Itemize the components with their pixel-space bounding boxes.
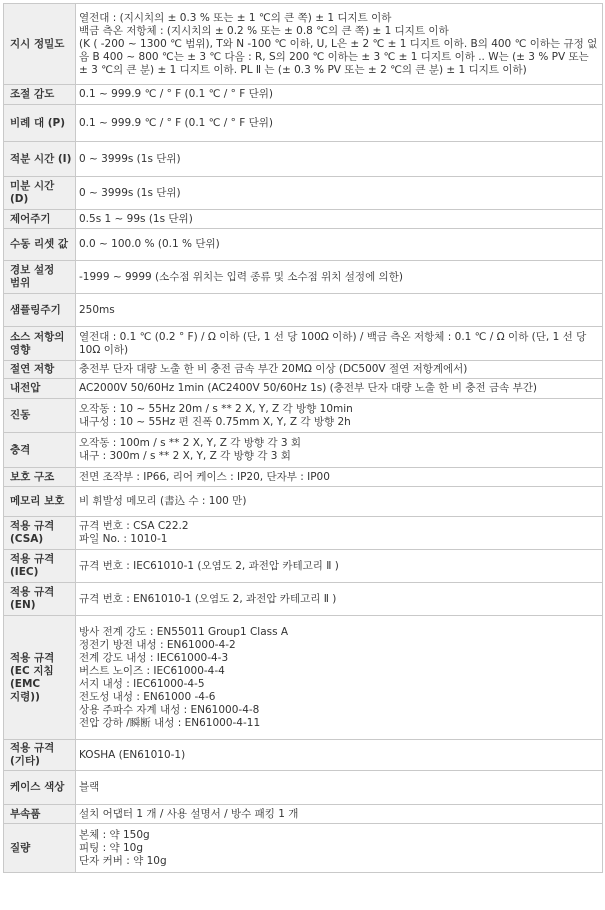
spec-value-line: 비 휘발성 메모리 (書込 수 : 100 만) bbox=[79, 495, 247, 507]
spec-value bbox=[76, 294, 603, 327]
spec-value-line: 충전부 단자 대량 노출 한 비 충전 금속 부간 20MΩ 이상 (DC500V 절연 저항계에서) bbox=[79, 363, 468, 375]
spec-label: 조절 감도 bbox=[4, 85, 76, 105]
spec-value-line: 내구성 : 10 ~ 55Hz 편 진폭 0.75mm X, Y, Z 각 방향 2h bbox=[79, 415, 351, 428]
spec-label: 충격 bbox=[4, 433, 76, 468]
spec-value bbox=[76, 824, 603, 873]
spec-row bbox=[4, 361, 603, 379]
spec-value-line: 전압 강하 /瞬断 내성 : EN61000-4-11 bbox=[79, 716, 261, 729]
spec-label: 경보 설정 범위 bbox=[4, 261, 76, 294]
spec-label: 보호 구조 bbox=[4, 468, 76, 487]
spec-row bbox=[4, 399, 603, 433]
spec-value bbox=[76, 379, 603, 399]
spec-value bbox=[76, 433, 603, 468]
spec-value bbox=[76, 805, 603, 824]
spec-value-line: 규격 번호 : EN61010-1 (오염도 2, 과전압 카테고리 Ⅱ ) bbox=[79, 592, 337, 605]
spec-label: 메모리 보호 bbox=[4, 487, 76, 517]
spec-value-line: 250ms bbox=[79, 303, 115, 316]
spec-value-line: (K ( -200 ~ 1300 ℃ 범위), T와 N -100 ℃ 이하, U, L은 ± 2 ℃ ± 1 디지트 이하. B의 400 ℃ 이하는 규정 없음 B 400 ~ 800 ℃는 ± 3 ℃ 다음 : R, S의 200 ℃ 이하는 ± 3 ℃ ± 1 디지트 이하 .. W는 (± 3 % PV 또는 ± 3 ℃의 큰 분) ± 1 디지트 이하. PL Ⅱ 는 (± 0.3 % PV 또는 ± 2 ℃의 큰 분) ± 1 디지트 이하) bbox=[79, 37, 598, 76]
spec-value bbox=[76, 261, 603, 294]
spec-value bbox=[76, 361, 603, 379]
spec-value bbox=[76, 4, 603, 85]
spec-value bbox=[76, 399, 603, 433]
spec-row bbox=[4, 468, 603, 487]
spec-value-line: 0 ~ 3999s (1s 단위) bbox=[79, 186, 181, 199]
spec-value bbox=[76, 142, 603, 177]
spec-row bbox=[4, 740, 603, 771]
spec-value-line: 규격 번호 : CSA C22.2 bbox=[79, 520, 189, 532]
spec-row bbox=[4, 229, 603, 261]
spec-value-line: 내구 : 300m / s ** 2 X, Y, Z 각 방향 각 3 회 bbox=[79, 450, 291, 462]
spec-label: 내전압 bbox=[4, 379, 76, 399]
spec-table bbox=[3, 3, 603, 873]
spec-row bbox=[4, 583, 603, 616]
spec-label: 소스 저항의 영향 bbox=[4, 327, 76, 361]
spec-row bbox=[4, 379, 603, 399]
spec-label: 케이스 색상 bbox=[4, 771, 76, 805]
spec-row bbox=[4, 177, 603, 210]
spec-label: 비례 대 (P) bbox=[4, 105, 76, 142]
spec-value-line: 정전기 방전 내성 : EN61000-4-2 bbox=[79, 638, 236, 651]
spec-label: 질량 bbox=[4, 824, 76, 873]
spec-value-line: 0.0 ~ 100.0 % (0.1 % 단위) bbox=[79, 238, 220, 250]
spec-row bbox=[4, 771, 603, 805]
spec-table-body bbox=[4, 4, 603, 873]
spec-row bbox=[4, 4, 603, 85]
spec-label: 미분 시간 (D) bbox=[4, 177, 76, 210]
spec-label: 적용 규격 (EC 지침 (EMC 지령)) bbox=[4, 616, 76, 740]
spec-value-line: 열전대 : 0.1 ℃ (0.2 ° F) / Ω 이하 (단, 1 선 당 100Ω 이하) / 백금 측온 저항체 : 0.1 ℃ / Ω 이하 (단, 1 선 당 10Ω 이하) bbox=[79, 330, 587, 356]
spec-row bbox=[4, 105, 603, 142]
spec-value-line: 설치 어댑터 1 개 / 사용 설명서 / 방수 패킹 1 개 bbox=[79, 807, 299, 820]
spec-label: 적용 규격 (CSA) bbox=[4, 517, 76, 550]
spec-row bbox=[4, 85, 603, 105]
spec-value-line: KOSHA (EN61010-1) bbox=[79, 748, 186, 761]
spec-row bbox=[4, 294, 603, 327]
spec-value-line: 상용 주파수 자계 내성 : EN61000-4-8 bbox=[79, 703, 260, 716]
spec-value-line: 피팅 : 약 10g bbox=[79, 841, 144, 854]
spec-value bbox=[76, 85, 603, 105]
spec-value-line: 규격 번호 : IEC61010-1 (오염도 2, 과전압 카테고리 Ⅱ ) bbox=[79, 559, 339, 572]
spec-label: 진동 bbox=[4, 399, 76, 433]
spec-value-line: 전면 조작부 : IP66, 리어 케이스 : IP20, 단자부 : IP00 bbox=[79, 470, 330, 483]
spec-value-line: 백금 측온 저항체 : (지시치의 ± 0.2 % 또는 ± 0.8 ℃의 큰 쪽) ± 1 디지트 이하 bbox=[79, 24, 449, 37]
spec-value-line: AC2000V 50/60Hz 1min (AC2400V 50/60Hz 1s) (충전부 단자 대량 노출 한 비 충전 금속 부간) bbox=[79, 382, 537, 394]
spec-value-line: 0.1 ~ 999.9 ℃ / ° F (0.1 ℃ / ° F 단위) bbox=[79, 116, 274, 129]
spec-value bbox=[76, 468, 603, 487]
spec-row bbox=[4, 487, 603, 517]
spec-value bbox=[76, 177, 603, 210]
spec-row bbox=[4, 261, 603, 294]
spec-value bbox=[76, 105, 603, 142]
spec-row bbox=[4, 433, 603, 468]
spec-value-line: 오작동 : 100m / s ** 2 X, Y, Z 각 방향 각 3 회 bbox=[79, 437, 302, 449]
spec-label: 샘플링주기 bbox=[4, 294, 76, 327]
spec-row bbox=[4, 824, 603, 873]
spec-value bbox=[76, 487, 603, 517]
spec-row bbox=[4, 327, 603, 361]
spec-value-line: 본체 : 약 150g bbox=[79, 828, 150, 841]
spec-label: 부속품 bbox=[4, 805, 76, 824]
spec-row bbox=[4, 517, 603, 550]
spec-row bbox=[4, 805, 603, 824]
spec-value bbox=[76, 550, 603, 583]
spec-label: 적용 규격 (IEC) bbox=[4, 550, 76, 583]
spec-value bbox=[76, 327, 603, 361]
spec-value-line: 0.5s 1 ~ 99s (1s 단위) bbox=[79, 212, 193, 225]
spec-value-line: 단자 커버 : 약 10g bbox=[79, 854, 167, 867]
spec-row bbox=[4, 210, 603, 229]
spec-value-line: -1999 ~ 9999 (소수점 위치는 입력 종류 및 소수점 위치 설정에 의한) bbox=[79, 270, 403, 283]
spec-value bbox=[76, 210, 603, 229]
spec-value bbox=[76, 229, 603, 261]
spec-row bbox=[4, 616, 603, 740]
spec-label: 적분 시간 (I) bbox=[4, 142, 76, 177]
spec-value bbox=[76, 771, 603, 805]
spec-value bbox=[76, 517, 603, 550]
spec-value-line: 전도성 내성 : EN61000 -4-6 bbox=[79, 690, 216, 703]
spec-value bbox=[76, 583, 603, 616]
spec-value bbox=[76, 740, 603, 771]
spec-value-line: 서지 내성 : IEC61000-4-5 bbox=[79, 677, 205, 690]
spec-value-line: 버스트 노이즈 : IEC61000-4-4 bbox=[79, 664, 225, 677]
spec-label: 제어주기 bbox=[4, 210, 76, 229]
spec-value-line: 열전대 : (지시치의 ± 0.3 % 또는 ± 1 ℃의 큰 쪽) ± 1 디지트 이하 bbox=[79, 11, 392, 24]
spec-label: 적용 규격 (기타) bbox=[4, 740, 76, 771]
spec-value-line: 파일 No. : 1010-1 bbox=[79, 533, 168, 545]
spec-row bbox=[4, 142, 603, 177]
spec-value-line: 0 ~ 3999s (1s 단위) bbox=[79, 152, 181, 165]
spec-value-line: 블랙 bbox=[79, 781, 100, 793]
spec-value-line: 오작동 : 10 ~ 55Hz 20m / s ** 2 X, Y, Z 각 방향 10min bbox=[79, 402, 353, 415]
spec-value-line: 0.1 ~ 999.9 ℃ / ° F (0.1 ℃ / ° F 단위) bbox=[79, 88, 274, 100]
spec-value bbox=[76, 616, 603, 740]
spec-value-line: 전계 강도 내성 : IEC61000-4-3 bbox=[79, 651, 229, 664]
spec-label: 수동 리셋 값 bbox=[4, 229, 76, 261]
spec-label: 지시 정밀도 bbox=[4, 4, 76, 85]
spec-row bbox=[4, 550, 603, 583]
spec-label: 적용 규격 (EN) bbox=[4, 583, 76, 616]
spec-label: 절연 저항 bbox=[4, 361, 76, 379]
spec-value-line: 방사 전계 강도 : EN55011 Group1 Class A bbox=[79, 625, 289, 638]
